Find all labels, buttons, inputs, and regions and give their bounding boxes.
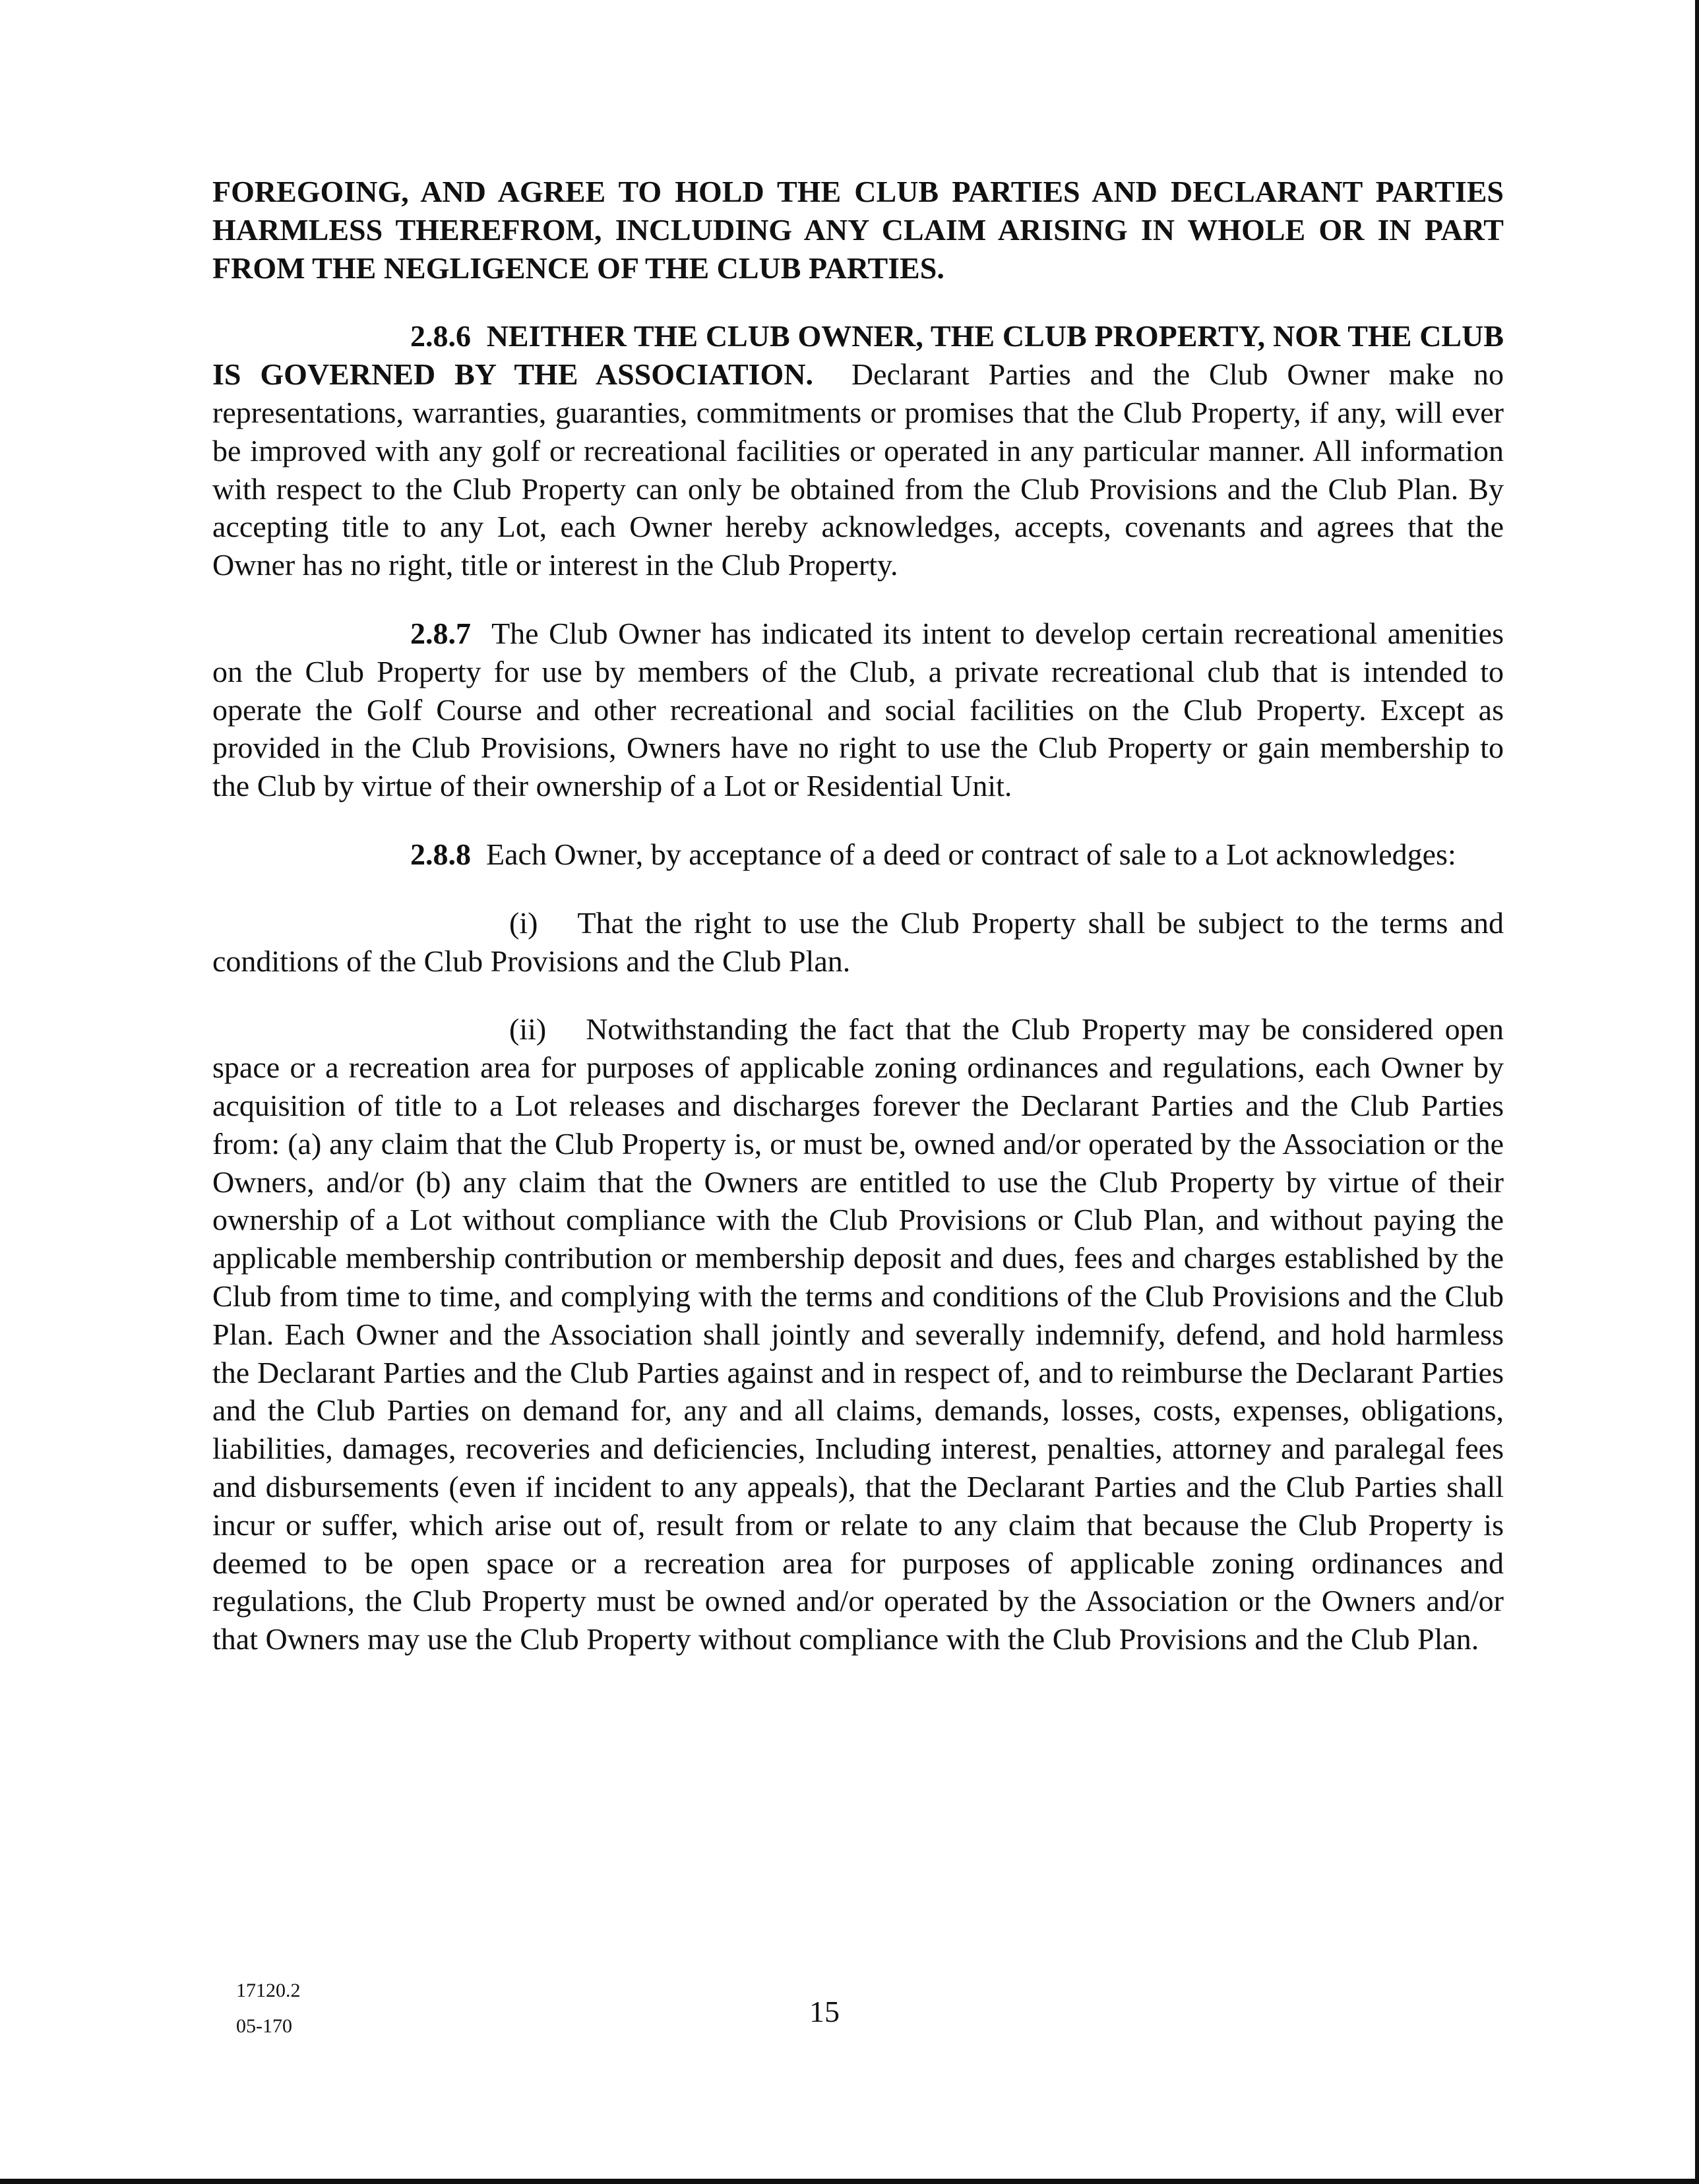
list-item-i — [212, 904, 1504, 981]
section-2-8-8 — [212, 835, 1504, 874]
footer-document-id: 17120.2 — [236, 1980, 301, 2001]
section-heading: NEITHER THE CLUB OWNER, THE CLUB PROPERTY, NOR THE CLUB IS GOVERNED BY THE ASSOCIATION. — [212, 319, 1504, 392]
section-2-8-7 — [212, 615, 1504, 805]
list-item-ii — [212, 1010, 1504, 1658]
continuation-text: FOREGOING, AND AGREE TO HOLD THE CLUB PARTIES AND DECLARANT PARTIES HARMLESS THEREFROM, INCLUDING ANY CLAIM ARISING IN WHOLE OR IN PART FROM THE NEGLIGENCE OF THE CLUB PARTIES. — [212, 175, 1504, 285]
list-item-body: Notwithstanding the fact that the Club Property may be considered open space or a recreation area for purposes of applicable zoning ordinances and regulations, each Owner by acquisition of title to a Lot releases and discharges forever the Declarant Parties and the Club Parties from: (a) any claim that the Club Property is, or must be, owned and/or operated by the Association or the Owners, and/or (b) any claim that the Owners are entitled to use the Club Property by virtue of their ownership of a Lot without compliance with the Club Provisions or Club Plan, and without paying the applicable membership contribution or membership deposit and dues, fees and charges established by the Club from time to time, and complying with the terms and conditions of the Club Provisions and the Club Plan. Each Owner and the Association shall jointly and severally indemnify, defend, and hold harmless the Declarant Parties and the Club Parties against and in respect of, and to reimburse the Declarant Parties and the Club Parties on demand for, any and all claims, demands, losses, costs, expenses, obligations, liabilities, damages, recoveries and deficiencies, Including interest, penalties, attorney and paralegal fees and disbursements (even if incident to any appeals), that the Declarant Parties and the Club Parties shall incur or suffer, which arise out of, result from or relate to any claim that because the Club Property is deemed to be open space or a recreation area for purposes of applicable zoning ordinances and regulations, the Club Property must be owned and/or operated by the Association or the Owners and/or that Owners may use the Club Property without compliance with the Club Provisions and the Club Plan. — [212, 1012, 1504, 1656]
list-item-label: (i) — [509, 905, 538, 940]
section-body: The Club Owner has indicated its intent to develop certain recreational amenities on the Club Property for use by members of the Club, a private recreational club that is intended to operate the Golf Course and other recreational and social facilities on the Club Property. Except as provided in the Club Provisions, Owners have no right to use the Club Property or gain membership to the Club by virtue of their ownership of a Lot or Residential Unit. — [212, 616, 1504, 803]
section-number: 2.8.7 — [410, 616, 471, 650]
list-item-body: That the right to use the Club Property shall be subject to the terms and conditions of the Club Provisions and the Club Plan. — [212, 905, 1504, 978]
document-body — [212, 173, 1504, 1658]
page-number: 15 — [809, 1995, 840, 2028]
section-number: 2.8.6 — [410, 319, 471, 353]
paragraph-continuation — [212, 173, 1504, 287]
section-2-8-6 — [212, 317, 1504, 584]
section-number: 2.8.8 — [410, 837, 471, 871]
footer-document-code: 05-170 — [236, 2015, 292, 2037]
section-body: Declarant Parties and the Club Owner make no representations, warranties, guaranties, commitments or promises that the Club Property, if any, will ever be improved with any golf or recreational facilities or operated in any particular manner. All information with respect to the Club Property can only be obtained from the Club Provisions and the Club Plan. By accepting title to any Lot, each Owner hereby acknowledges, accepts, covenants and agrees that the Owner has no right, title or interest in the Club Property. — [212, 357, 1504, 582]
list-item-label: (ii) — [509, 1012, 547, 1046]
section-body: Each Owner, by acceptance of a deed or contract of sale to a Lot acknowledges: — [486, 837, 1456, 871]
